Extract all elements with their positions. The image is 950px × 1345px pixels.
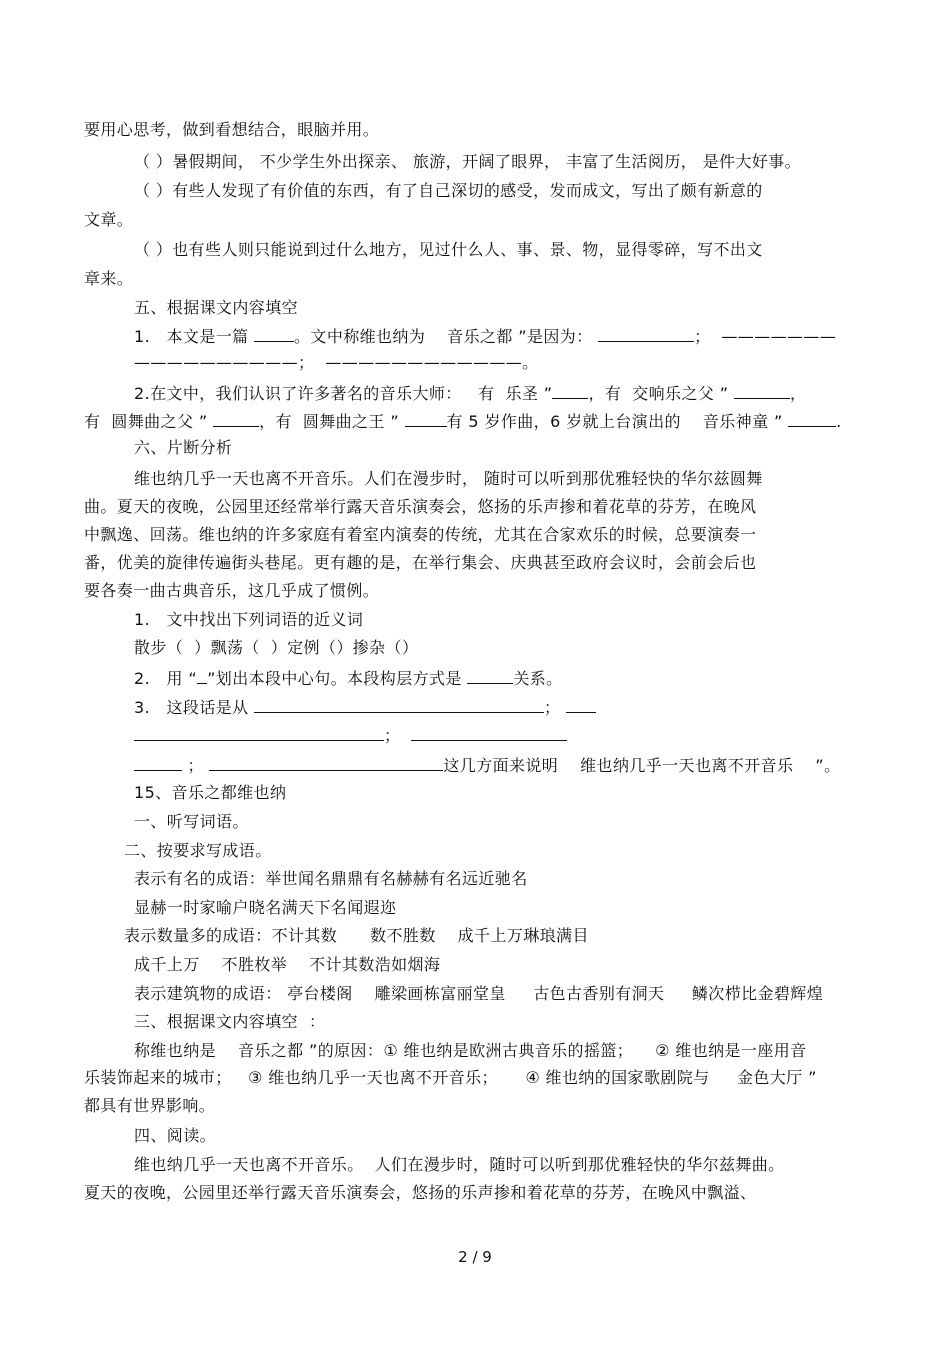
text-line: 番，优美的旋律传遍街头巷尾。更有趣的是，在举行集会、庆典甚至政府会议时，会前会后也 bbox=[84, 553, 757, 572]
fill-line bbox=[134, 667, 563, 689]
text-segment: 。文中称维也纳为 音乐之都 ”是因为： bbox=[294, 327, 593, 346]
blank-line bbox=[598, 325, 694, 342]
text-segment: 关系。 bbox=[513, 669, 563, 688]
text-line: （ ）暑假期间， 不少学生外出探亲、 旅游，开阔了眼界， 丰富了生活阅历， 是件大好事。 bbox=[134, 152, 802, 171]
text-line: 要用心思考，做到看想结合，眼脑并用。 bbox=[84, 120, 380, 139]
text-line: 中飘逸、回荡。维也纳的许多家庭有着室内演奏的传统，尤其在合家欢乐的时候，总要演奏一 bbox=[84, 525, 757, 544]
blank-line bbox=[467, 667, 513, 684]
text-line: 散步（ ）飘荡（ ）定例（）掺杂（） bbox=[134, 638, 419, 657]
text-line: 成千上万 不胜枚举 不计其数浩如烟海 bbox=[134, 955, 441, 974]
text-line: 夏天的夜晚，公园里还举行露天音乐演奏会，悠扬的乐声掺和着花草的芬芳，在晚风中飘溢、 bbox=[84, 1183, 757, 1202]
text-line: 曲。夏天的夜晚，公园里还经常举行露天音乐演奏会，悠扬的乐声掺和着花草的芬芳，在晚风 bbox=[84, 497, 757, 516]
text-line: 文章。 bbox=[84, 210, 134, 229]
fill-line bbox=[134, 754, 840, 776]
blank-line bbox=[213, 410, 259, 427]
text-segment: ； bbox=[187, 756, 204, 775]
fill-line bbox=[134, 696, 596, 718]
text-line: 表示数量多的成语：不计其数 数不胜数 成千上万琳琅满目 bbox=[124, 926, 589, 945]
blank-line bbox=[788, 410, 836, 427]
text-segment: ， bbox=[789, 384, 807, 403]
blank-line bbox=[552, 382, 588, 399]
fill-line bbox=[134, 382, 806, 404]
text-segment: 有 5 岁作曲，6 岁就上台演出的 音乐神童 ” bbox=[446, 412, 783, 431]
text-line: 维也纳几乎一天也离不开音乐。 人们在漫步时，随时可以听到那优雅轻快的华尔兹舞曲。 bbox=[134, 1155, 785, 1174]
text-segment: ； bbox=[544, 698, 561, 717]
blank-line bbox=[254, 696, 544, 713]
blank-line bbox=[209, 754, 443, 771]
text-segment: 3. 这段话是从 bbox=[134, 698, 249, 717]
text-segment: 有 圆舞曲之父 ” bbox=[84, 412, 208, 431]
text-line: 乐装饰起来的城市； ③ 维也纳几乎一天也离不开音乐； ④ 维也纳的国家歌剧院与 金色大厅 ” bbox=[84, 1068, 817, 1087]
text-line: 维也纳几乎一天也离不开音乐。人们在漫步时， 随时可以听到那优雅轻快的华尔兹圆舞 bbox=[134, 469, 763, 488]
text-line: 表示有名的成语：举世闻名鼎鼎有名赫赫有名远近驰名 bbox=[134, 869, 528, 888]
fill-line bbox=[134, 724, 567, 746]
page-number: 2 / 9 bbox=[458, 1248, 492, 1266]
text-segment: ，有 圆舞曲之王 ” bbox=[259, 412, 400, 431]
text-segment: ”划出本段中心句。本段构层方式是 bbox=[207, 669, 462, 688]
text-line: 章来。 bbox=[84, 269, 134, 288]
blank-line bbox=[405, 410, 447, 427]
blank-line bbox=[134, 754, 182, 771]
text-line: 表示建筑物的成语： 亭台楼阁 雕梁画栋富丽堂皇 古色古香别有洞天 鳞次栉比金碧辉煌 bbox=[134, 984, 824, 1003]
blank-line bbox=[134, 724, 384, 741]
section-heading: 六、片断分析 bbox=[134, 438, 233, 457]
section-heading: 三、根据课文内容填空 ： bbox=[134, 1012, 326, 1031]
blank-line bbox=[734, 382, 790, 399]
text-line: 显赫一时家喻户晓名满天下名闻遐迩 bbox=[134, 898, 397, 917]
fill-line bbox=[84, 410, 842, 432]
text-segment: ； ——————— bbox=[694, 327, 837, 346]
text-segment: . bbox=[836, 412, 842, 431]
text-line: 要各奏一曲古典音乐，这几乎成了惯例。 bbox=[84, 581, 380, 600]
blank-line bbox=[411, 724, 567, 741]
text-line: （ ）也有些人则只能说到过什么地方，见过什么人、事、景、物，显得零碎，写不出文 bbox=[134, 240, 763, 259]
text-segment: 2. 用 “ bbox=[134, 669, 198, 688]
text-line: 1. 文中找出下列词语的近义词 bbox=[134, 610, 364, 629]
lesson-title: 15、音乐之都维也纳 bbox=[134, 783, 287, 802]
text-segment: ； bbox=[384, 726, 401, 745]
text-line: 称维也纳是 音乐之都 ”的原因：① 维也纳是欧洲古典音乐的摇篮； ② 维也纳是一座用音 bbox=[134, 1041, 807, 1060]
section-heading: 二、按要求写成语。 bbox=[124, 841, 272, 860]
text-line: 都具有世界影响。 bbox=[84, 1096, 216, 1115]
blank-line bbox=[197, 667, 207, 684]
section-heading: 四、阅读。 bbox=[134, 1126, 217, 1145]
text-line: （ ）有些人发现了有价值的东西，有了自己深切的感受，发而成文，写出了颇有新意的 bbox=[134, 181, 763, 200]
text-segment: 2.在文中，我们认识了许多著名的音乐大师： 有 乐圣 ” bbox=[134, 384, 553, 403]
fill-line bbox=[134, 325, 836, 347]
blank-line bbox=[566, 696, 596, 713]
text-segment: ，有 交响乐之父 ” bbox=[588, 384, 729, 403]
section-heading: 一、听写词语。 bbox=[134, 812, 249, 831]
blank-line bbox=[254, 325, 294, 342]
text-line: ——————————； ————————————。 bbox=[134, 353, 539, 372]
text-segment: 这几方面来说明 维也纳几乎一天也离不开音乐 ”。 bbox=[443, 756, 841, 775]
text-segment: 1. 本文是一篇 bbox=[134, 327, 249, 346]
section-heading: 五、根据课文内容填空 bbox=[134, 298, 299, 317]
